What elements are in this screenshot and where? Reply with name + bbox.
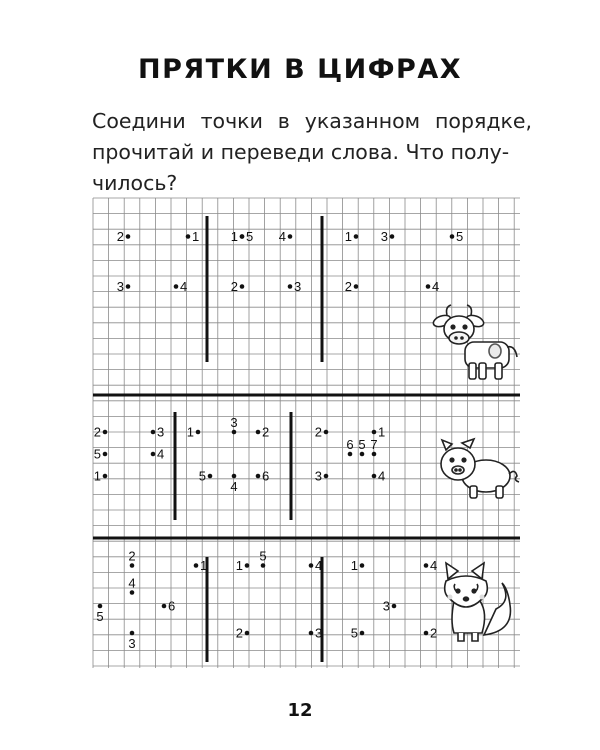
point-dot: [186, 234, 191, 239]
point-label: 3: [380, 229, 388, 244]
point-dot: [240, 234, 245, 239]
point-dot: [424, 631, 429, 636]
point-label: 1: [350, 558, 358, 573]
point-dot: [130, 590, 135, 595]
point-dot: [348, 452, 353, 457]
point-label: 1: [192, 229, 200, 244]
point-label: 3: [314, 468, 322, 484]
point-label: 7: [370, 437, 378, 452]
point-dot: [130, 563, 135, 568]
point-label: 5: [358, 437, 366, 452]
point-label: 3: [294, 279, 302, 294]
point-dot: [130, 631, 135, 636]
point-label: 1: [200, 558, 208, 573]
point-label: 1: [235, 558, 243, 573]
point-dot: [194, 563, 199, 568]
point-dot: [162, 604, 167, 609]
point-dot: [174, 284, 179, 289]
cow-icon: [432, 305, 517, 379]
point-dot: [240, 284, 245, 289]
point-label: 6: [168, 598, 176, 614]
point-label: 4: [230, 479, 238, 494]
point-label: 5: [198, 468, 206, 484]
point-label: 1: [93, 468, 101, 484]
point-dot: [256, 430, 261, 435]
point-label: 5: [96, 609, 104, 624]
point-dot: [360, 563, 365, 568]
point-label: 4: [378, 468, 386, 484]
point-label: 2: [430, 625, 438, 641]
point-label: 2: [262, 424, 270, 440]
point-dot: [309, 563, 314, 568]
point-dot: [309, 631, 314, 636]
point-dot: [256, 474, 261, 479]
point-label: 1: [344, 229, 352, 244]
point-label: 5: [456, 229, 464, 244]
point-label: 2: [128, 548, 136, 564]
point-dot: [424, 563, 429, 568]
point-dot: [324, 474, 329, 479]
point-label: 6: [262, 468, 270, 484]
point-label: 2: [314, 424, 322, 440]
point-label: 6: [346, 437, 354, 452]
point-label: 5: [93, 446, 101, 462]
point-label: 5: [350, 625, 358, 641]
point-dot: [196, 430, 201, 435]
point-label: 4: [128, 575, 136, 591]
point-label: 4: [278, 229, 286, 244]
point-dot: [450, 234, 455, 239]
point-dot: [261, 563, 266, 568]
point-dot: [103, 474, 108, 479]
point-dot: [232, 474, 237, 479]
page-number: 12: [287, 700, 313, 721]
point-label: 1: [186, 424, 194, 440]
point-label: 2: [116, 229, 124, 244]
point-dot: [354, 284, 359, 289]
point-dot: [360, 631, 365, 636]
point-label: 3: [128, 636, 136, 651]
point-label: 1: [378, 424, 386, 440]
point-dot: [288, 284, 293, 289]
point-label: 2: [344, 279, 352, 294]
point-label: 5: [259, 548, 267, 564]
point-label: 4: [432, 279, 440, 294]
point-dot: [372, 474, 377, 479]
point-dot: [426, 284, 431, 289]
point-dot: [103, 452, 108, 457]
point-label: 4: [157, 446, 165, 462]
point-label: 3: [116, 279, 124, 294]
point-dot: [208, 474, 213, 479]
page-title: ПРЯТКИ В ЦИФРАХ: [137, 54, 463, 85]
point-dot: [126, 234, 131, 239]
point-label: 2: [235, 625, 243, 641]
point-dot: [126, 284, 131, 289]
point-dot: [360, 452, 365, 457]
instruction-line-1: Соедини точки в указанном порядке,: [92, 109, 532, 133]
fox-icon: [445, 563, 511, 641]
point-dot: [245, 563, 250, 568]
point-dot: [151, 430, 156, 435]
point-dot: [392, 604, 397, 609]
point-label: 3: [230, 415, 238, 430]
point-dot: [151, 452, 156, 457]
instruction-line-2: прочитай и переведи слова. Что полу-: [92, 140, 510, 164]
point-dot: [354, 234, 359, 239]
point-dot: [372, 430, 377, 435]
point-label: 2: [230, 279, 238, 294]
point-dot: [232, 430, 237, 435]
point-label: 5: [246, 229, 254, 244]
point-label: 4: [180, 279, 188, 294]
instruction-line-3: чилось?: [92, 171, 178, 195]
point-dot: [245, 631, 250, 636]
point-dot: [372, 452, 377, 457]
point-dot: [288, 234, 293, 239]
point-label: 2: [93, 424, 101, 440]
point-label: 3: [157, 424, 165, 440]
point-label: 3: [382, 598, 390, 614]
point-dot: [390, 234, 395, 239]
point-dot: [103, 430, 108, 435]
point-label: 4: [430, 558, 438, 573]
point-dot: [324, 430, 329, 435]
point-label: 3: [315, 625, 323, 641]
point-label: 1: [230, 229, 238, 244]
point-dot: [98, 604, 103, 609]
point-label: 4: [315, 558, 323, 573]
